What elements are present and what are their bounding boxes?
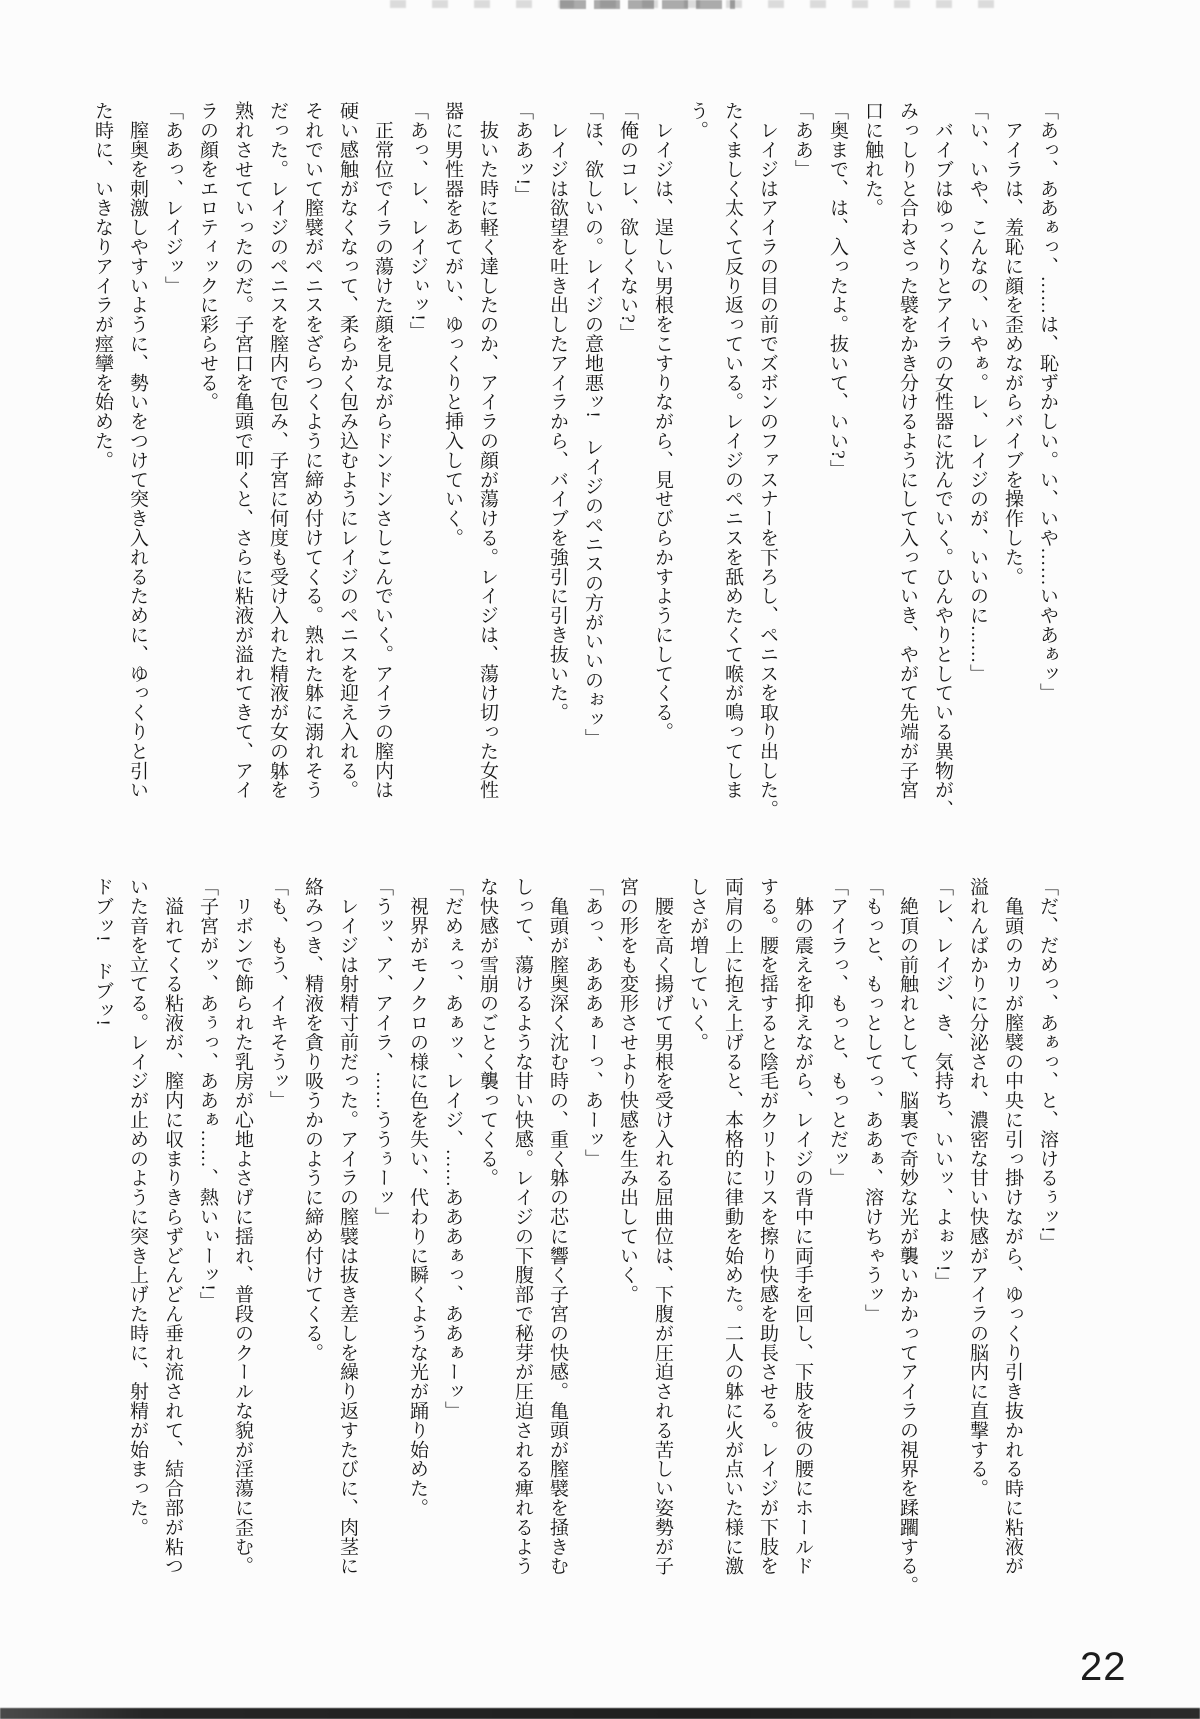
text-column: ドブッ! ドブッ! [92,877,113,1027]
text-column: 溢れんばかりに分泌され、濃密な甘い快感がアイラの脳内に直撃する。 [967,877,988,1498]
scan-artifact-top-dense [560,0,735,9]
text-column: 「だ、だめっ、あぁっ、と、溶けるぅッ!」 [1037,877,1058,1253]
text-column: 器に男性器をあてがい、ゆっくりと挿入していく。 [442,101,463,548]
page-number: 22 [1080,1645,1127,1689]
text-column: たくましく太くて反り返っている。レイジのペニスを舐めたくて喉が鳴ってしま [722,101,743,800]
text-column: 抜いた時に軽く達したのか、アイラの顔が蕩ける。レイジは、蕩け切った女性 [477,101,498,800]
text-column: 溢れてくる粘液が、膣内に収まりきらずどんどん垂れ流されて、結合部が粘つ [162,877,183,1576]
text-column: みっしりと合わさった襞をかき分けるようにして入っていき、やがて先端が子宮 [897,101,918,800]
text-column: いた音を立てる。レイジが止めのように突き上げた時に、射精が始まった。 [127,877,148,1537]
text-column: 「俺のコレ、欲しくない?」 [617,101,638,343]
text-column: 「ほ、欲しいの。レイジの意地悪ッ! レイジのペニスの方がいいのぉッ」 [582,101,603,748]
text-column: 「い、いや、こんなの、いやぁ。レ、レイジのが、いいのに……」 [967,101,988,683]
text-column: アイラは、羞恥に顔を歪めながらバイブを操作した。 [1002,101,1023,586]
text-column: 「うッ、ア、アイラ、……ううぅーッ」 [372,877,393,1227]
text-column: 「ああっ、レイジッ」 [162,101,183,295]
vertical-text-block-bottom [85,877,1065,1593]
text-column: な快感が雪崩のごとく襲ってくる。 [477,877,498,1188]
text-column: 亀頭が膣奥深く沈む時の、重く躰の芯に響く子宮の快感。亀頭が膣襞を掻きむ [547,877,568,1576]
text-column: する。腰を揺すると陰毛がクリトリスを擦り快感を助長させる。レイジが下肢を [757,877,778,1576]
text-column: リボンで飾られた乳房が心地よさげに揺れ、普段のクールな貌が淫蕩に歪む。 [232,877,253,1576]
text-column: う。 [687,101,708,140]
text-column: 絶頂の前触れとして、脳裏で奇妙な光が襲いかかってアイラの視界を蹂躙する。 [897,877,918,1595]
text-column: 正常位でイラの蕩けた顔を見ながらドンドンさしこんでいく。アイラの膣内は [372,101,393,800]
text-column: 宮の形をも変形させより快感を生み出していく。 [617,877,638,1304]
text-column: 絡みつき、精液を貪り吸うかのように締め付けてくる。 [302,877,323,1362]
text-column: しって、蕩けるような甘い快感。レイジの下腹部で秘芽が圧迫される痺れるよう [512,877,533,1576]
text-column: 「あっ、レ、レイジぃッ!」 [407,101,428,341]
text-column: レイジは射精寸前だった。アイラの膣襞は抜き差しを繰り返すたびに、肉茎に [337,877,358,1576]
text-column: 「ああ」 [792,101,813,179]
text-column: 「もっと、もっとしてっ、ああぁ、溶けちゃうッ」 [862,877,883,1324]
text-column: 口に触れた。 [862,101,883,218]
text-column: 「アイラっ、もっと、もっとだッ」 [827,877,848,1188]
text-column: た時に、いきなりアイラが痙攣を始めた。 [92,101,113,470]
text-column: 「レ、レイジ、き、気持ち、いいッ、よぉッ!」 [932,877,953,1292]
text-column: 腰を高く揚げて男根を受け入れる屈曲位は、下腹が圧迫される苦しい姿勢が子 [652,877,673,1576]
text-column: ラの顔をエロティックに彩らせる。 [197,101,218,412]
text-column: 「も、もう、イキそうッ」 [267,877,288,1110]
text-column: レイジは欲望を吐き出したアイラから、バイブを強引に引き抜いた。 [547,101,568,722]
text-column: 硬い感触がなくなって、柔らかく包み込むようにレイジのペニスを迎え入れる。 [337,101,358,800]
text-column: レイジは、逞しい男根をこすりながら、見せびらかすようにしてくる。 [652,101,673,742]
text-column: だった。レイジのペニスを膣内で包み、子宮に何度も受け入れた精液が女の躰を [267,101,288,800]
text-column: 視界がモノクロの様に色を失い、代わりに瞬くような光が踊り始めた。 [407,877,428,1518]
vertical-text-block-top [85,101,1065,817]
text-column: 熟れさせていったのだ。子宮口を亀頭で叩くと、さらに粘液が溢れてきて、アイ [232,101,253,800]
text-column: 膣奥を刺激しやすいように、勢いをつけて突き入れるために、ゆっくりと引い [127,101,148,800]
text-column: 両肩の上に抱え上げると、本格的に律動を始めた。二人の躰に火が点いた様に激 [722,877,743,1576]
text-column: それでいて膣襞がペニスをざらつくように締め付けてくる。熟れた躰に溺れそう [302,101,323,800]
scan-artifact-bottom-band [0,1708,1200,1719]
text-column: 躰の震えを抑えながら、レイジの背中に両手を回し、下肢を彼の腰にホールド [792,877,813,1576]
text-column: 「あっ、あああぁーっ、あーッ」 [582,877,603,1168]
text-column: 「子宮がッ、あぅっ、ああぁ……、熱いぃーッ!」 [197,877,218,1311]
text-column: バイブはゆっくりとアイラの女性器に沈んでいく。ひんやりとしている異物が、 [932,101,953,819]
text-column: 「だめぇっ、あぁッ、レイジ、……あああぁっ、ああぁーッ」 [442,877,463,1421]
text-column: レイジはアイラの目の前でズボンのファスナーを下ろし、ペニスを取り出した。 [757,101,778,819]
text-column: 「あっ、ああぁっ、……は、恥ずかしい。い、いや……いやあぁッ」 [1037,101,1058,703]
text-column: 「奥まで、は、入ったよ。抜いて、いい?」 [827,101,848,479]
text-column: 亀頭のカリが膣襞の中央に引っ掛けながら、ゆっくり引き抜かれる時に粘液が [1002,877,1023,1576]
text-column: しさが増していく。 [687,877,708,1052]
text-column: 「ああッ!」 [512,101,533,205]
